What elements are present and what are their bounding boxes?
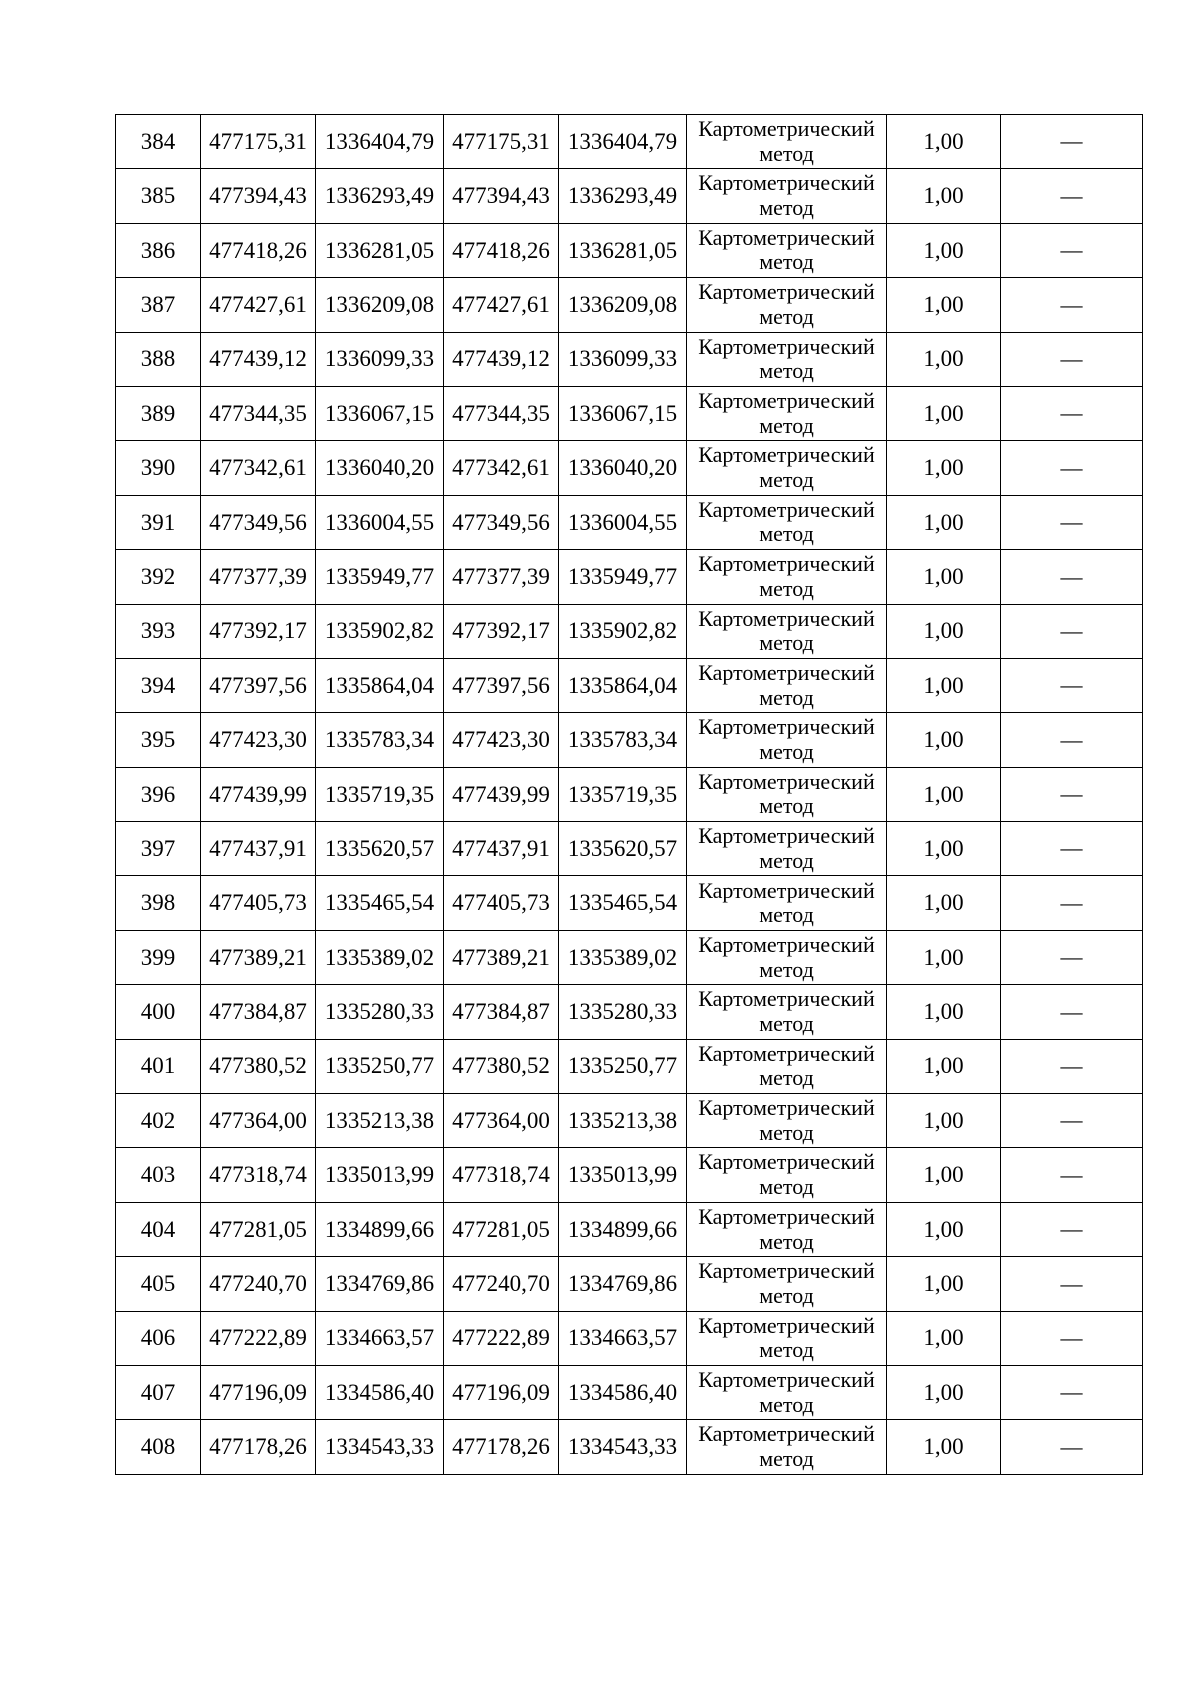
table-row — [116, 713, 1143, 767]
refined-y-cell: 1334663,57 — [559, 1311, 687, 1365]
refined-x-cell: 477439,99 — [444, 767, 559, 821]
refined-x-cell: 477281,05 — [444, 1202, 559, 1256]
table-row — [116, 604, 1143, 658]
table-row — [116, 550, 1143, 604]
existing-y-cell: 1336099,33 — [316, 332, 444, 386]
note-cell: — — [1001, 658, 1143, 712]
precision-cell: 1,00 — [887, 1365, 1001, 1419]
method-cell: Картометрический метод — [687, 1094, 887, 1148]
existing-x-cell: 477439,99 — [201, 767, 316, 821]
refined-y-cell: 1335389,02 — [559, 930, 687, 984]
precision-cell: 1,00 — [887, 1039, 1001, 1093]
refined-x-cell: 477427,61 — [444, 278, 559, 332]
method-cell: Картометрический метод — [687, 169, 887, 223]
existing-y-cell: 1334543,33 — [316, 1420, 444, 1474]
existing-y-cell: 1335949,77 — [316, 550, 444, 604]
refined-x-cell: 477342,61 — [444, 441, 559, 495]
refined-x-cell: 477397,56 — [444, 658, 559, 712]
existing-y-cell: 1334899,66 — [316, 1202, 444, 1256]
existing-x-cell: 477389,21 — [201, 930, 316, 984]
precision-cell: 1,00 — [887, 386, 1001, 440]
table-row — [116, 930, 1143, 984]
point-number-cell: 404 — [116, 1202, 201, 1256]
method-cell: Картометрический метод — [687, 495, 887, 549]
note-cell: — — [1001, 713, 1143, 767]
note-cell: — — [1001, 767, 1143, 821]
method-cell: Картометрический метод — [687, 876, 887, 930]
table-body — [116, 115, 1143, 1475]
note-cell: — — [1001, 1365, 1143, 1419]
note-cell: — — [1001, 115, 1143, 169]
table-row — [116, 876, 1143, 930]
precision-cell: 1,00 — [887, 223, 1001, 277]
table-row — [116, 1420, 1143, 1474]
refined-y-cell: 1336293,49 — [559, 169, 687, 223]
refined-x-cell: 477364,00 — [444, 1094, 559, 1148]
precision-cell: 1,00 — [887, 876, 1001, 930]
refined-x-cell: 477437,91 — [444, 822, 559, 876]
existing-x-cell: 477394,43 — [201, 169, 316, 223]
method-cell: Картометрический метод — [687, 1148, 887, 1202]
point-number-cell: 405 — [116, 1257, 201, 1311]
existing-y-cell: 1335902,82 — [316, 604, 444, 658]
existing-y-cell: 1334663,57 — [316, 1311, 444, 1365]
refined-x-cell: 477394,43 — [444, 169, 559, 223]
precision-cell: 1,00 — [887, 767, 1001, 821]
note-cell: — — [1001, 1311, 1143, 1365]
point-number-cell: 402 — [116, 1094, 201, 1148]
table-row — [116, 1365, 1143, 1419]
method-cell: Картометрический метод — [687, 658, 887, 712]
method-cell: Картометрический метод — [687, 441, 887, 495]
refined-y-cell: 1335864,04 — [559, 658, 687, 712]
precision-cell: 1,00 — [887, 169, 1001, 223]
method-cell: Картометрический метод — [687, 223, 887, 277]
note-cell: — — [1001, 169, 1143, 223]
precision-cell: 1,00 — [887, 495, 1001, 549]
point-number-cell: 387 — [116, 278, 201, 332]
point-number-cell: 394 — [116, 658, 201, 712]
point-number-cell: 401 — [116, 1039, 201, 1093]
point-number-cell: 389 — [116, 386, 201, 440]
refined-x-cell: 477377,39 — [444, 550, 559, 604]
existing-x-cell: 477392,17 — [201, 604, 316, 658]
precision-cell: 1,00 — [887, 1420, 1001, 1474]
note-cell: — — [1001, 876, 1143, 930]
existing-x-cell: 477318,74 — [201, 1148, 316, 1202]
point-number-cell: 395 — [116, 713, 201, 767]
precision-cell: 1,00 — [887, 713, 1001, 767]
existing-y-cell: 1336293,49 — [316, 169, 444, 223]
existing-y-cell: 1335389,02 — [316, 930, 444, 984]
existing-y-cell: 1335280,33 — [316, 985, 444, 1039]
note-cell: — — [1001, 332, 1143, 386]
existing-y-cell: 1336004,55 — [316, 495, 444, 549]
method-cell: Картометрический метод — [687, 278, 887, 332]
existing-x-cell: 477439,12 — [201, 332, 316, 386]
refined-x-cell: 477389,21 — [444, 930, 559, 984]
existing-x-cell: 477437,91 — [201, 822, 316, 876]
table-row — [116, 115, 1143, 169]
refined-y-cell: 1336099,33 — [559, 332, 687, 386]
refined-y-cell: 1336004,55 — [559, 495, 687, 549]
note-cell: — — [1001, 822, 1143, 876]
note-cell: — — [1001, 223, 1143, 277]
existing-y-cell: 1336067,15 — [316, 386, 444, 440]
precision-cell: 1,00 — [887, 1257, 1001, 1311]
existing-x-cell: 477281,05 — [201, 1202, 316, 1256]
note-cell: — — [1001, 1148, 1143, 1202]
point-number-cell: 408 — [116, 1420, 201, 1474]
refined-x-cell: 477318,74 — [444, 1148, 559, 1202]
point-number-cell: 400 — [116, 985, 201, 1039]
note-cell: — — [1001, 1420, 1143, 1474]
table-row — [116, 278, 1143, 332]
precision-cell: 1,00 — [887, 332, 1001, 386]
existing-y-cell: 1336404,79 — [316, 115, 444, 169]
precision-cell: 1,00 — [887, 822, 1001, 876]
table-row — [116, 495, 1143, 549]
note-cell: — — [1001, 985, 1143, 1039]
refined-y-cell: 1335719,35 — [559, 767, 687, 821]
method-cell: Картометрический метод — [687, 115, 887, 169]
note-cell: — — [1001, 930, 1143, 984]
refined-x-cell: 477423,30 — [444, 713, 559, 767]
precision-cell: 1,00 — [887, 1311, 1001, 1365]
existing-y-cell: 1334586,40 — [316, 1365, 444, 1419]
method-cell: Картометрический метод — [687, 985, 887, 1039]
refined-y-cell: 1336040,20 — [559, 441, 687, 495]
point-number-cell: 397 — [116, 822, 201, 876]
point-number-cell: 386 — [116, 223, 201, 277]
point-number-cell: 399 — [116, 930, 201, 984]
existing-x-cell: 477178,26 — [201, 1420, 316, 1474]
point-number-cell: 385 — [116, 169, 201, 223]
precision-cell: 1,00 — [887, 115, 1001, 169]
refined-y-cell: 1335250,77 — [559, 1039, 687, 1093]
precision-cell: 1,00 — [887, 441, 1001, 495]
existing-y-cell: 1336281,05 — [316, 223, 444, 277]
method-cell: Картометрический метод — [687, 822, 887, 876]
method-cell: Картометрический метод — [687, 1039, 887, 1093]
method-cell: Картометрический метод — [687, 386, 887, 440]
point-number-cell: 390 — [116, 441, 201, 495]
refined-y-cell: 1335013,99 — [559, 1148, 687, 1202]
note-cell: — — [1001, 278, 1143, 332]
point-number-cell: 396 — [116, 767, 201, 821]
point-number-cell: 407 — [116, 1365, 201, 1419]
table-row — [116, 1311, 1143, 1365]
note-cell: — — [1001, 1257, 1143, 1311]
coordinates-table — [115, 114, 1143, 1475]
refined-x-cell: 477196,09 — [444, 1365, 559, 1419]
existing-x-cell: 477196,09 — [201, 1365, 316, 1419]
precision-cell: 1,00 — [887, 1094, 1001, 1148]
precision-cell: 1,00 — [887, 930, 1001, 984]
refined-x-cell: 477380,52 — [444, 1039, 559, 1093]
refined-y-cell: 1335620,57 — [559, 822, 687, 876]
refined-y-cell: 1336067,15 — [559, 386, 687, 440]
precision-cell: 1,00 — [887, 278, 1001, 332]
table-row — [116, 822, 1143, 876]
table-row — [116, 1257, 1143, 1311]
note-cell: — — [1001, 1202, 1143, 1256]
table-row — [116, 1202, 1143, 1256]
existing-x-cell: 477222,89 — [201, 1311, 316, 1365]
method-cell: Картометрический метод — [687, 713, 887, 767]
existing-x-cell: 477349,56 — [201, 495, 316, 549]
precision-cell: 1,00 — [887, 604, 1001, 658]
table-row — [116, 1094, 1143, 1148]
precision-cell: 1,00 — [887, 658, 1001, 712]
refined-x-cell: 477178,26 — [444, 1420, 559, 1474]
existing-x-cell: 477380,52 — [201, 1039, 316, 1093]
existing-x-cell: 477364,00 — [201, 1094, 316, 1148]
existing-x-cell: 477423,30 — [201, 713, 316, 767]
existing-x-cell: 477384,87 — [201, 985, 316, 1039]
method-cell: Картометрический метод — [687, 930, 887, 984]
existing-y-cell: 1335465,54 — [316, 876, 444, 930]
table-row — [116, 658, 1143, 712]
refined-x-cell: 477418,26 — [444, 223, 559, 277]
precision-cell: 1,00 — [887, 1202, 1001, 1256]
note-cell: — — [1001, 386, 1143, 440]
table-row — [116, 1039, 1143, 1093]
existing-x-cell: 477377,39 — [201, 550, 316, 604]
existing-y-cell: 1335620,57 — [316, 822, 444, 876]
method-cell: Картометрический метод — [687, 604, 887, 658]
method-cell: Картометрический метод — [687, 1311, 887, 1365]
existing-y-cell: 1336209,08 — [316, 278, 444, 332]
table-row — [116, 441, 1143, 495]
precision-cell: 1,00 — [887, 985, 1001, 1039]
note-cell: — — [1001, 1039, 1143, 1093]
note-cell: — — [1001, 550, 1143, 604]
refined-y-cell: 1336404,79 — [559, 115, 687, 169]
note-cell: — — [1001, 495, 1143, 549]
point-number-cell: 393 — [116, 604, 201, 658]
refined-y-cell: 1335465,54 — [559, 876, 687, 930]
refined-x-cell: 477344,35 — [444, 386, 559, 440]
existing-x-cell: 477344,35 — [201, 386, 316, 440]
point-number-cell: 392 — [116, 550, 201, 604]
table-row — [116, 386, 1143, 440]
refined-y-cell: 1334769,86 — [559, 1257, 687, 1311]
refined-y-cell: 1335902,82 — [559, 604, 687, 658]
existing-x-cell: 477427,61 — [201, 278, 316, 332]
table-row — [116, 223, 1143, 277]
existing-y-cell: 1334769,86 — [316, 1257, 444, 1311]
note-cell: — — [1001, 1094, 1143, 1148]
method-cell: Картометрический метод — [687, 1365, 887, 1419]
refined-x-cell: 477384,87 — [444, 985, 559, 1039]
table-row — [116, 985, 1143, 1039]
method-cell: Картометрический метод — [687, 332, 887, 386]
precision-cell: 1,00 — [887, 550, 1001, 604]
refined-x-cell: 477240,70 — [444, 1257, 559, 1311]
method-cell: Картометрический метод — [687, 767, 887, 821]
refined-x-cell: 477405,73 — [444, 876, 559, 930]
existing-y-cell: 1335250,77 — [316, 1039, 444, 1093]
existing-y-cell: 1336040,20 — [316, 441, 444, 495]
existing-y-cell: 1335719,35 — [316, 767, 444, 821]
existing-y-cell: 1335864,04 — [316, 658, 444, 712]
point-number-cell: 388 — [116, 332, 201, 386]
refined-x-cell: 477222,89 — [444, 1311, 559, 1365]
existing-x-cell: 477418,26 — [201, 223, 316, 277]
refined-y-cell: 1334899,66 — [559, 1202, 687, 1256]
refined-y-cell: 1335280,33 — [559, 985, 687, 1039]
point-number-cell: 398 — [116, 876, 201, 930]
refined-y-cell: 1336209,08 — [559, 278, 687, 332]
method-cell: Картометрический метод — [687, 550, 887, 604]
existing-x-cell: 477175,31 — [201, 115, 316, 169]
existing-x-cell: 477405,73 — [201, 876, 316, 930]
table-row — [116, 169, 1143, 223]
refined-y-cell: 1335949,77 — [559, 550, 687, 604]
table-row — [116, 767, 1143, 821]
refined-y-cell: 1335213,38 — [559, 1094, 687, 1148]
point-number-cell: 406 — [116, 1311, 201, 1365]
method-cell: Картометрический метод — [687, 1420, 887, 1474]
refined-y-cell: 1334543,33 — [559, 1420, 687, 1474]
precision-cell: 1,00 — [887, 1148, 1001, 1202]
point-number-cell: 391 — [116, 495, 201, 549]
existing-x-cell: 477397,56 — [201, 658, 316, 712]
refined-x-cell: 477175,31 — [444, 115, 559, 169]
table-row — [116, 332, 1143, 386]
table-row — [116, 1148, 1143, 1202]
existing-y-cell: 1335013,99 — [316, 1148, 444, 1202]
note-cell: — — [1001, 604, 1143, 658]
point-number-cell: 403 — [116, 1148, 201, 1202]
refined-y-cell: 1335783,34 — [559, 713, 687, 767]
point-number-cell: 384 — [116, 115, 201, 169]
refined-y-cell: 1334586,40 — [559, 1365, 687, 1419]
existing-y-cell: 1335783,34 — [316, 713, 444, 767]
refined-y-cell: 1336281,05 — [559, 223, 687, 277]
existing-x-cell: 477342,61 — [201, 441, 316, 495]
note-cell: — — [1001, 441, 1143, 495]
method-cell: Картометрический метод — [687, 1202, 887, 1256]
refined-x-cell: 477349,56 — [444, 495, 559, 549]
existing-x-cell: 477240,70 — [201, 1257, 316, 1311]
method-cell: Картометрический метод — [687, 1257, 887, 1311]
existing-y-cell: 1335213,38 — [316, 1094, 444, 1148]
refined-x-cell: 477392,17 — [444, 604, 559, 658]
refined-x-cell: 477439,12 — [444, 332, 559, 386]
